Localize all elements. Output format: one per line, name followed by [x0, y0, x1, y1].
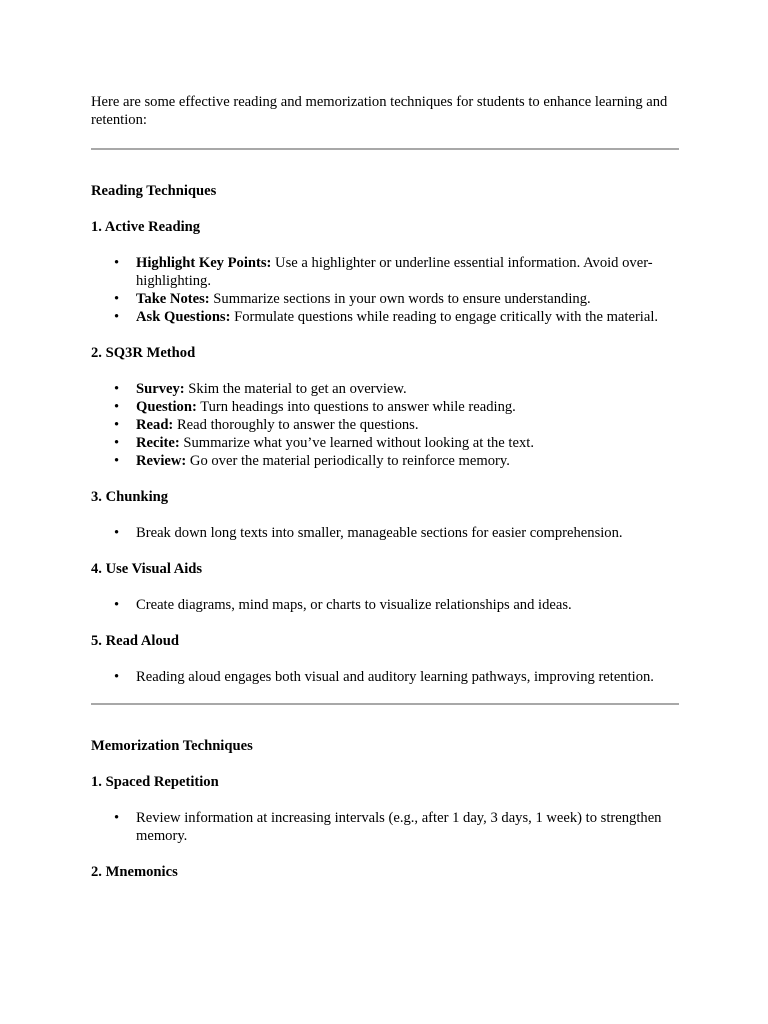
item-text: Formulate questions while reading to engage critically with the material. [230, 309, 659, 325]
subsection-heading: 2. Mnemonics [91, 864, 178, 880]
item-term: Survey: [136, 381, 185, 397]
subsection-heading: 1. Spaced Repetition [91, 774, 219, 790]
bullet-list [91, 380, 679, 470]
subsection-heading: 1. Active Reading [91, 219, 201, 235]
list-item: • Break down long texts into smaller, manageable sections for easier comprehension. [136, 524, 679, 542]
list-item [136, 416, 679, 434]
bullet-list [91, 254, 679, 326]
item-term: Ask Questions: [136, 309, 231, 325]
list-item: • Reading aloud engages both visual and auditory learning pathways, improving retention. [136, 668, 679, 686]
item-text: Skim the material to get an overview. [184, 381, 407, 397]
item-text: Summarize sections in your own words to ensure understanding. [209, 291, 591, 307]
list-item: • Review information at increasing intervals (e.g., after 1 day, 3 days, 1 week) to strengthen memory. [136, 809, 679, 845]
list-item [136, 452, 679, 470]
document-body [91, 93, 679, 881]
bullet-list [91, 524, 679, 542]
subsection-heading: 4. Use Visual Aids [91, 561, 203, 577]
subsection-heading: 3. Chunking [91, 489, 169, 505]
intro-paragraph: Here are some effective reading and memorization techniques for students to enhance learning and retention: [91, 94, 668, 128]
item-text: Turn headings into questions to answer while reading. [196, 399, 516, 415]
item-term: Question: [136, 399, 197, 415]
divider [91, 148, 679, 150]
list-item: • Create diagrams, mind maps, or charts to visualize relationships and ideas. [136, 596, 679, 614]
item-term: Review: [136, 453, 187, 469]
list-item [136, 254, 679, 290]
section-title-reading: Reading Techniques [91, 183, 217, 199]
item-text: Go over the material periodically to reinforce memory. [186, 453, 510, 469]
item-text: Use a highlighter or underline essential information. Avoid over-highlighting. [136, 255, 653, 289]
item-term: Recite: [136, 435, 180, 451]
item-term: Highlight Key Points: [136, 255, 272, 271]
item-text: Summarize what you’ve learned without looking at the text. [179, 435, 534, 451]
list-item [136, 398, 679, 416]
item-term: Take Notes: [136, 291, 210, 307]
item-text: Read thoroughly to answer the questions. [173, 417, 419, 433]
list-item [136, 290, 679, 308]
section-title-memorization: Memorization Techniques [91, 738, 253, 754]
list-item [136, 380, 679, 398]
item-term: Read: [136, 417, 174, 433]
list-item [136, 434, 679, 452]
bullet-list [91, 596, 679, 614]
bullet-list [91, 809, 679, 845]
bullet-list [91, 668, 679, 686]
list-item [136, 308, 679, 326]
subsection-heading: 2. SQ3R Method [91, 345, 196, 361]
divider [91, 703, 679, 705]
subsection-heading: 5. Read Aloud [91, 633, 179, 649]
